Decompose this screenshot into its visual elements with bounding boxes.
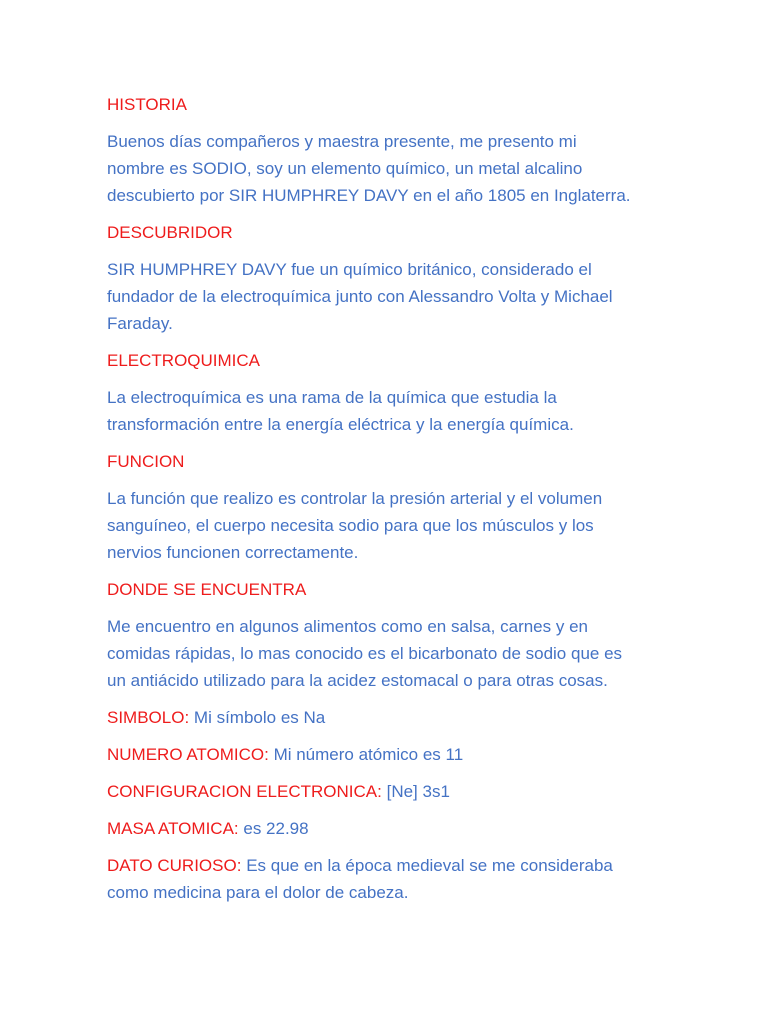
section-heading-historia: HISTORIA <box>107 95 187 114</box>
fact-label: DATO CURIOSO: <box>107 856 242 875</box>
fact-dato-curioso <box>107 852 668 906</box>
section-text-donde <box>107 613 668 694</box>
text-line: nombre es SODIO, soy un elemento químico, un metal alcalino <box>107 159 583 178</box>
fact-value: Mi símbolo es Na <box>193 708 326 727</box>
text-line: SIR HUMPHREY DAVY fue un químico británico, considerado el <box>107 260 592 279</box>
fact-label: MASA ATOMICA: <box>107 819 239 838</box>
fact-label: SIMBOLO: <box>107 708 190 727</box>
section-heading-descubridor: DESCUBRIDOR <box>107 223 233 242</box>
section-heading-funcion: FUNCION <box>107 452 185 471</box>
fact-value: Es que en la época medieval se me consideraba <box>246 856 613 875</box>
section-text-historia <box>107 128 668 209</box>
text-line: sanguíneo, el cuerpo necesita sodio para que los músculos y los <box>107 516 594 535</box>
section-text-funcion <box>107 485 668 566</box>
section-heading-donde: DONDE SE ENCUENTRA <box>107 580 307 599</box>
fact-label: NUMERO ATOMICO: <box>107 745 269 764</box>
fact-value: es 22.98 <box>243 819 309 838</box>
fact-value: Mi número atómico es 11 <box>273 745 464 764</box>
fact-value-continued: como medicina para el dolor de cabeza. <box>107 883 409 902</box>
section-text-descubridor <box>107 256 668 337</box>
text-line: La electroquímica es una rama de la química que estudia la <box>107 388 557 407</box>
text-line: Buenos días compañeros y maestra presente, me presento mi <box>107 132 577 151</box>
text-line: Me encuentro en algunos alimentos como en salsa, carnes y en <box>107 617 588 636</box>
section-text-electroquimica <box>107 384 668 438</box>
text-line: Faraday. <box>107 314 173 333</box>
fact-value: [Ne] 3s1 <box>386 782 450 801</box>
fact-configuracion-electronica <box>107 778 668 805</box>
fact-label: CONFIGURACION ELECTRONICA: <box>107 782 382 801</box>
text-line: comidas rápidas, lo mas conocido es el bicarbonato de sodio que es <box>107 644 623 663</box>
text-line: descubierto por SIR HUMPHREY DAVY en el año 1805 en Inglaterra. <box>107 186 631 205</box>
text-line: La función que realizo es controlar la presión arterial y el volumen <box>107 489 603 508</box>
text-line: un antiácido utilizado para la acidez estomacal o para otras cosas. <box>107 671 608 690</box>
fact-simbolo <box>107 704 668 731</box>
section-heading-electroquimica: ELECTROQUIMICA <box>107 351 261 370</box>
text-line: transformación entre la energía eléctrica y la energía química. <box>107 415 574 434</box>
fact-masa-atomica <box>107 815 668 842</box>
fact-numero-atomico <box>107 741 668 768</box>
text-line: nervios funcionen correctamente. <box>107 543 359 562</box>
text-line: fundador de la electroquímica junto con Alessandro Volta y Michael <box>107 287 613 306</box>
